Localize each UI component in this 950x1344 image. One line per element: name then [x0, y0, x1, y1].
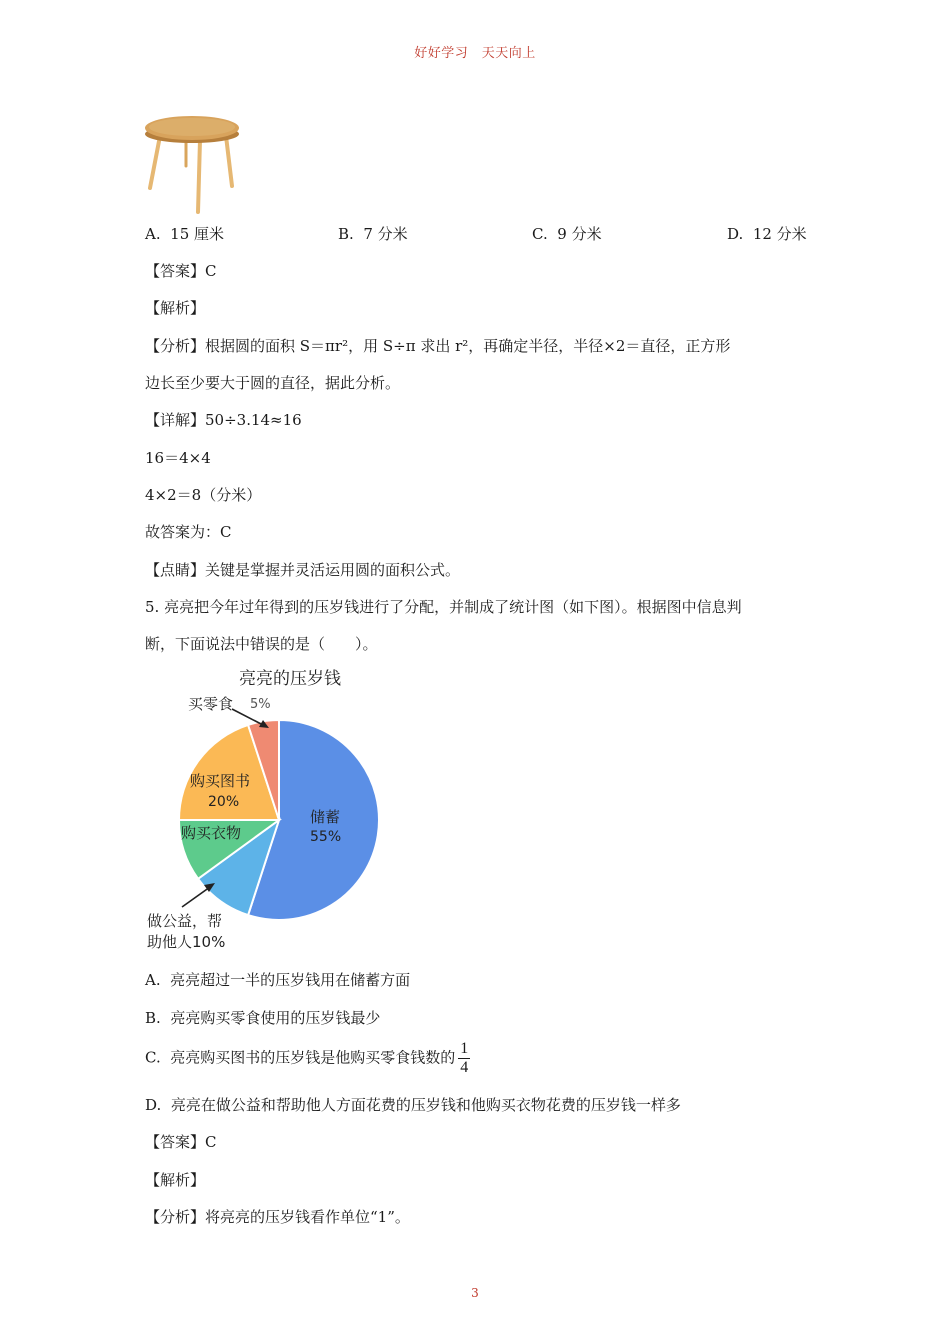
label-donate-line1: 做公益，帮: [147, 912, 223, 930]
page-header: 好好学习 天天向上: [414, 46, 536, 61]
value-savings: 55%: [310, 829, 342, 845]
q4-analysis-head: 【解析】: [145, 299, 206, 317]
chart-title: 亮亮的压岁钱: [239, 669, 341, 689]
q5-analysis: 【分析】将亮亮的压岁钱看作单位“1”。: [145, 1208, 410, 1226]
q4-answer: 【答案】C: [145, 262, 217, 280]
value-snacks: 5%: [250, 697, 271, 712]
q4-detail-3: 4×2＝8（分米）: [145, 486, 262, 504]
q4-option-d: D. 12 分米: [727, 225, 807, 243]
label-books: 购买图书: [190, 772, 251, 790]
q5-stem-line2: 断，下面说法中错误的是（ ）。: [145, 635, 378, 653]
q4-detail-2: 16＝4×4: [145, 449, 211, 467]
q4-tip: 【点睛】关键是掌握并灵活运用圆的面积公式。: [145, 561, 461, 579]
page-number: 3: [471, 1286, 479, 1300]
q4-final-answer: 故答案为：C: [145, 523, 232, 541]
q5-option-d: D. 亮亮在做公益和帮助他人方面花费的压岁钱和他购买衣物花费的压岁钱一样多: [145, 1096, 681, 1114]
q5-option-a: A. 亮亮超过一半的压岁钱用在储蓄方面: [145, 971, 411, 989]
q5-answer: 【答案】C: [145, 1133, 217, 1151]
q4-option-a: A. 15 厘米: [145, 225, 225, 243]
q4-option-b: B. 7 分米: [338, 225, 408, 243]
round-table-image: [138, 108, 248, 218]
label-savings: 储蓄: [310, 808, 341, 826]
label-donate-line2: 助他人10%: [147, 933, 226, 951]
q5-stem-line1: 5. 亮亮把今年过年得到的压岁钱进行了分配，并制成了统计图（如下图）。根据图中信息判: [145, 598, 742, 616]
label-clothes: 购买衣物: [181, 824, 242, 842]
q4-analysis-line2: 边长至少要大于圆的直径，据此分析。: [145, 374, 401, 392]
q5-analysis-head: 【解析】: [145, 1171, 206, 1189]
pie-chart: [138, 660, 398, 955]
label-snacks: 买零食: [188, 695, 234, 713]
q5-option-b: B. 亮亮购买零食使用的压岁钱最少: [145, 1009, 381, 1027]
arrow-donate: [182, 887, 210, 907]
q4-detail-1: 【详解】50÷3.14≈16: [145, 411, 302, 429]
value-books: 20%: [208, 794, 240, 810]
q5-option-c: C. 亮亮购买图书的压岁钱是他购买零食钱数的 $\frac{1}{4}$: [145, 1040, 469, 1076]
q4-option-c: C. 9 分米: [532, 225, 602, 243]
q4-analysis-line1: 【分析】根据圆的面积 S＝πr²，用 S÷π 求出 r²，再确定半径，半径×2＝直径，正方形: [145, 337, 731, 355]
fraction-one-quarter: $\frac{1}{4}$: [460, 1040, 469, 1076]
